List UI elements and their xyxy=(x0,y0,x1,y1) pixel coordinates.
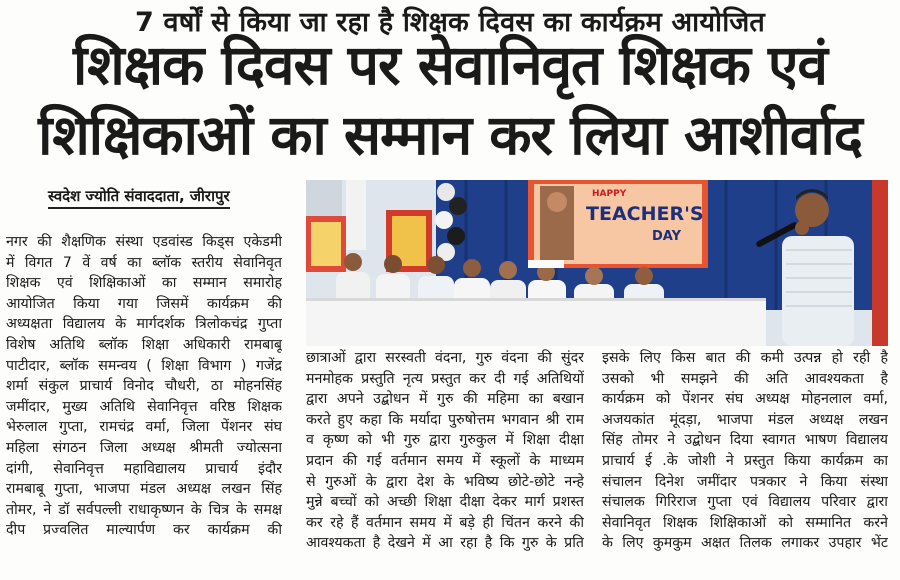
article-line: करते हुए कहा कि मर्यादा पुरुषोत्तम भगवान श्री राम xyxy=(306,411,584,428)
banner-teachers: TEACHER'S xyxy=(586,203,704,225)
article-line: कार्यक्रम को पेंशनर संघ अध्यक्ष मोहनलाल वर्मा, xyxy=(602,391,888,408)
event-photo xyxy=(306,180,888,346)
article-line: प्राचार्य ई .के जोशी ने प्रस्तुत किया कार्यक्रम का xyxy=(602,452,888,469)
banner-day: DAY xyxy=(652,229,682,244)
article-column-3 xyxy=(602,348,888,580)
article-line: पाटीदार, ब्लॉक समन्वय ( शिक्षा विभाग ) गजेंद्र xyxy=(6,357,282,374)
article-line: संचालक गिरिराज गुप्ता एवं विद्यालय परिवार द्वारा xyxy=(602,494,888,511)
article-line: प्रदान की गई वर्तमान समय में स्कूलों के माध्यम xyxy=(306,452,584,469)
article-line: रामबाबू गुप्ता, भाजपा मंडल अध्यक्ष लखन सिंह xyxy=(6,481,282,498)
article-line: शिक्षक एवं शिक्षिकाओं का सम्मान समारोह xyxy=(6,275,282,292)
banner-happy: HAPPY xyxy=(592,189,627,199)
article-line: उसको भी समझने की अति आवश्यकता है xyxy=(602,370,888,387)
article-line: में विगत 7 वें वर्ष का ब्लॉक स्तरीय सेवानिवृत xyxy=(6,254,282,271)
article-line: मनमोहक प्रस्तुति नृत्य प्रस्तुत कर दी गई अतिथियों xyxy=(306,370,584,387)
headline-line-1: शिक्षक दिवस पर सेवानिवृत शिक्षक एवं xyxy=(72,33,828,97)
article-line: नगर की शैक्षणिक संस्था एडवांस्ड किड्स एकेडमी xyxy=(6,234,282,250)
headline-line-2: शिक्षिकाओं का सम्मान कर लिया आशीर्वाद xyxy=(38,103,862,167)
article-line: सिंह तोमर ने उद्बोधन दिया स्वागत भाषण विद्यालय xyxy=(602,432,888,449)
article-line: दांगी, सेवानिवृत्त महाविद्यालय प्राचार्य इंदौर xyxy=(6,460,282,477)
article-column-1 xyxy=(6,232,282,580)
article-line: भेरुलाल गुप्ता, रामचंद्र वर्मा, जिला पेंशनर संघ xyxy=(6,419,282,436)
article-line: सेवानिवृत शिक्षक शिक्षिकाओं को सम्मानित करने xyxy=(602,514,888,531)
article-line: शर्मा संकुल प्राचार्य विनोद चौधरी, ठा मोहनसिंह xyxy=(6,378,282,395)
article-line: आवश्यकता है देखने में आ रहा है कि गुरु के प्रति xyxy=(306,535,584,552)
article-line: तोमर, ने डॉ सर्वपल्ली राधाकृष्णन के चित्र के समक्ष xyxy=(6,501,282,518)
article-line: विशेष अतिथि ब्लॉक शिक्षा अधिकारी रामबाबू xyxy=(6,336,282,353)
article-line: व कृष्ण को भी गुरु द्वारा गुरुकुल में शिक्षा दीक्षा xyxy=(306,432,584,449)
article-line: छात्राओं द्वारा सरस्वती वंदना, गुरु वंदना की सुंदर xyxy=(306,350,584,366)
article-line: अध्यक्षता विद्यालय के मार्गदर्शक त्रिलोकचंद्र गुप्ता xyxy=(6,316,282,333)
article-line: आयोजित किया गया जिसमें कार्यक्रम की xyxy=(6,295,282,312)
article-line: इसके लिए किस बात की कमी उत्पन्न हो रही है xyxy=(602,350,888,366)
article-line: मुन्ने बच्चों को अच्छी शिक्षा दीक्षा देकर मार्ग प्रशस्त xyxy=(306,494,584,511)
article-line: द्वारा अपने उद्बोधन में गुरु की महिमा का बखान xyxy=(306,391,584,408)
byline: स्वदेश ज्योति संवाददाता, जीरापुर xyxy=(48,186,230,209)
event-photo-graphic xyxy=(306,180,888,346)
article-line: दीप प्रज्वलित माल्यार्पण कर कार्यक्रम की xyxy=(6,522,282,539)
article-line: के लिए कुमकुम अक्षत तिलक लगाकर उपहार भेंट xyxy=(602,535,888,552)
article-line: से गुरुओं के द्वारा देश के भविष्य छोटे-छोटे नन्हे xyxy=(306,473,584,490)
article-line: जमींदार, मुख्य अतिथि सेवानिवृत्त वरिष्ठ शिक्षक xyxy=(6,398,282,415)
article-line: कर रहे हैं वर्तमान समय में बड़े ही चिंतन करने की xyxy=(306,514,584,531)
article-line: अजयकांत मूंदड़ा, भाजपा मंडल अध्यक्ष लखन xyxy=(602,411,888,428)
article-line: संचालन दिनेश जमींदार पत्रकार ने किया संस्था xyxy=(602,473,888,490)
kicker-headline: 7 वर्षों से किया जा रहा है शिक्षक दिवस का कार्यक्रम आयोजित xyxy=(134,7,766,38)
article-line: महिला संगठन जिला अध्यक्ष श्रीमती ज्योत्सना xyxy=(6,439,282,456)
article-column-2 xyxy=(306,348,584,580)
